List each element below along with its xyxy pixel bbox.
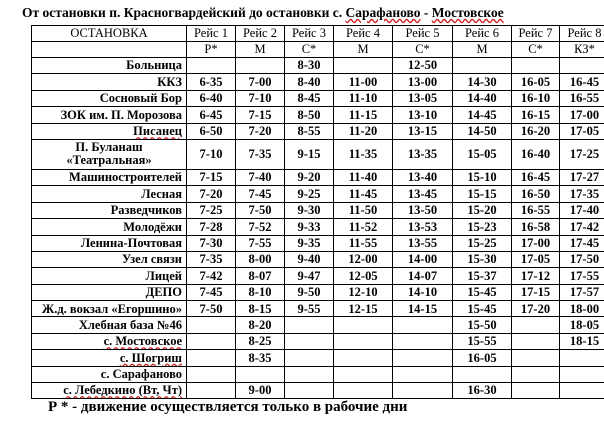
departure-time: 13-50 <box>393 202 453 218</box>
departure-time: 17-35 <box>560 186 604 202</box>
departure-time: 7-20 <box>187 186 236 202</box>
departure-time <box>393 366 453 382</box>
departure-time: 13-45 <box>393 186 453 202</box>
departure-time: 16-50 <box>512 186 560 202</box>
departure-time: 13-40 <box>393 169 453 185</box>
departure-time: 14-10 <box>393 284 453 300</box>
departure-time: 8-00 <box>236 251 285 267</box>
title-destination-1: Сарафаново <box>345 5 421 20</box>
departure-time: 17-40 <box>560 202 604 218</box>
departure-time: 15-05 <box>453 139 512 169</box>
departure-time: 17-45 <box>560 235 604 251</box>
stop-name-text: с. Мостовское <box>103 334 182 349</box>
trip-header-7: Рейс 7 <box>512 26 560 42</box>
departure-time: 13-55 <box>393 235 453 251</box>
departure-time: 17-05 <box>512 251 560 267</box>
departure-time: 8-25 <box>236 333 285 349</box>
stop-name <box>32 268 187 284</box>
stop-name-text: Писанец <box>133 124 182 138</box>
departure-time: 14-15 <box>393 301 453 317</box>
table-row <box>32 107 604 123</box>
departure-time <box>560 383 604 399</box>
stop-name-text: ДЕПО <box>145 285 182 300</box>
departure-time: 7-55 <box>236 235 285 251</box>
departure-time <box>512 366 560 382</box>
trip-type-6: М <box>453 42 512 58</box>
table-row <box>32 139 604 169</box>
stop-name <box>32 169 187 185</box>
departure-time: 11-45 <box>334 186 393 202</box>
departure-time: 16-40 <box>512 139 560 169</box>
departure-time: 11-35 <box>334 139 393 169</box>
departure-time: 15-30 <box>453 251 512 267</box>
departure-time: 11-15 <box>334 107 393 123</box>
stop-name-text: ККЗ <box>157 74 182 89</box>
stop-name <box>32 366 187 382</box>
departure-time: 12-15 <box>334 301 393 317</box>
stop-name-text: Сосновый Бор <box>99 91 182 106</box>
departure-time <box>393 350 453 366</box>
departure-time: 18-05 <box>560 317 604 333</box>
departure-time: 16-55 <box>512 202 560 218</box>
stop-name <box>32 219 187 235</box>
departure-time <box>187 58 236 74</box>
table-row <box>32 169 604 185</box>
departure-time: 16-58 <box>512 219 560 235</box>
trip-type-3: С* <box>285 42 334 58</box>
table-row <box>32 333 604 349</box>
stop-name <box>32 186 187 202</box>
departure-time: 17-42 <box>560 219 604 235</box>
departure-time: 13-15 <box>393 123 453 139</box>
type-row <box>32 42 604 58</box>
departure-time: 8-30 <box>285 58 334 74</box>
departure-time: 15-10 <box>453 169 512 185</box>
departure-time <box>236 366 285 382</box>
stop-name <box>32 58 187 74</box>
stop-name-text: Молодёжи <box>123 219 182 234</box>
departure-time: 15-20 <box>453 202 512 218</box>
departure-time: 9-35 <box>285 235 334 251</box>
departure-time: 16-55 <box>560 90 604 106</box>
departure-time <box>187 317 236 333</box>
table-row <box>32 219 604 235</box>
departure-time <box>285 350 334 366</box>
departure-time: 7-25 <box>187 202 236 218</box>
departure-time: 13-05 <box>393 90 453 106</box>
stop-name <box>32 301 187 317</box>
departure-time <box>334 383 393 399</box>
trip-type-5: С* <box>393 42 453 58</box>
departure-time: 7-10 <box>187 139 236 169</box>
departure-time: 9-20 <box>285 169 334 185</box>
departure-time: 13-10 <box>393 107 453 123</box>
departure-time: 15-50 <box>453 317 512 333</box>
departure-time: 7-35 <box>236 139 285 169</box>
departure-time: 7-45 <box>236 186 285 202</box>
stop-name-text: Лесная <box>141 186 182 201</box>
table-row <box>32 268 604 284</box>
departure-time: 14-00 <box>393 251 453 267</box>
departure-time <box>393 383 453 399</box>
stop-name <box>32 90 187 106</box>
departure-time: 17-20 <box>512 301 560 317</box>
stop-name <box>32 123 187 139</box>
departure-time <box>285 383 334 399</box>
departure-time <box>334 333 393 349</box>
departure-time: 7-50 <box>236 202 285 218</box>
table-row <box>32 301 604 317</box>
departure-time <box>334 366 393 382</box>
departure-time: 9-15 <box>285 139 334 169</box>
departure-time <box>393 317 453 333</box>
departure-time: 9-40 <box>285 251 334 267</box>
departure-time: 7-15 <box>187 169 236 185</box>
departure-time <box>512 333 560 349</box>
stop-name-text: Узел связи <box>122 252 182 267</box>
departure-time: 16-15 <box>512 107 560 123</box>
departure-time: 8-07 <box>236 268 285 284</box>
departure-time: 12-10 <box>334 284 393 300</box>
departure-time: 11-52 <box>334 219 393 235</box>
departure-time: 17-00 <box>560 107 604 123</box>
departure-time: 12-50 <box>393 58 453 74</box>
table-row <box>32 235 604 251</box>
departure-time: 14-30 <box>453 74 512 90</box>
departure-time <box>187 366 236 382</box>
departure-time: 7-40 <box>236 169 285 185</box>
stop-name-text: Больница <box>126 58 182 73</box>
trip-header-4: Рейс 4 <box>334 26 393 42</box>
departure-time: 8-10 <box>236 284 285 300</box>
departure-time: 17-27 <box>560 169 604 185</box>
departure-time: 6-40 <box>187 90 236 106</box>
departure-time: 15-25 <box>453 235 512 251</box>
departure-time: 17-05 <box>560 123 604 139</box>
table-row <box>32 74 604 90</box>
table-row <box>32 202 604 218</box>
stop-name-text: Машиностроителей <box>69 170 182 185</box>
departure-time: 9-25 <box>285 186 334 202</box>
schedule-table <box>31 25 604 399</box>
stop-name <box>32 350 187 366</box>
stop-name <box>32 317 187 333</box>
departure-time: 11-10 <box>334 90 393 106</box>
departure-time: 17-55 <box>560 268 604 284</box>
departure-time <box>453 366 512 382</box>
stop-name-text: ЗОК им. П. Морозова <box>60 107 182 122</box>
departure-time <box>334 58 393 74</box>
departure-time: 6-35 <box>187 74 236 90</box>
title-prefix: От остановки п. Красногвардейский до остановки с. <box>22 5 346 20</box>
schedule-title <box>22 5 504 21</box>
departure-time: 7-52 <box>236 219 285 235</box>
departure-time: 8-50 <box>285 107 334 123</box>
departure-time <box>560 350 604 366</box>
departure-time: 8-35 <box>236 350 285 366</box>
trip-type-7: С* <box>512 42 560 58</box>
departure-time: 7-50 <box>187 301 236 317</box>
departure-time: 17-15 <box>512 284 560 300</box>
trip-header-5: Рейс 5 <box>393 26 453 42</box>
departure-time: 16-30 <box>453 383 512 399</box>
title-separator: - <box>420 5 432 20</box>
departure-time: 18-00 <box>560 301 604 317</box>
departure-time: 16-20 <box>512 123 560 139</box>
departure-time <box>512 350 560 366</box>
departure-time: 14-07 <box>393 268 453 284</box>
table-row <box>32 58 604 74</box>
departure-time: 11-20 <box>334 123 393 139</box>
table-row <box>32 366 604 382</box>
trip-header-2: Рейс 2 <box>236 26 285 42</box>
table-row <box>32 123 604 139</box>
departure-time <box>187 350 236 366</box>
stop-name-text: с. Сарафаново <box>100 367 182 382</box>
departure-time: 7-00 <box>236 74 285 90</box>
trip-header-8: Рейс 8 <box>560 26 604 42</box>
stop-name <box>32 333 187 349</box>
departure-time: 7-20 <box>236 123 285 139</box>
trip-header-1: Рейс 1 <box>187 26 236 42</box>
departure-time: 8-20 <box>236 317 285 333</box>
stop-name-text: Хлебная база №46 <box>78 317 182 332</box>
stop-name-text: с. Шогриш <box>119 350 182 365</box>
footnote: Р * - движение осуществляется только в рабочие дни <box>48 399 408 415</box>
stop-name-text-2: «Театральная» <box>66 153 152 168</box>
departure-time: 7-45 <box>187 284 236 300</box>
table-row <box>32 251 604 267</box>
departure-time <box>285 333 334 349</box>
departure-time <box>334 317 393 333</box>
table-row <box>32 317 604 333</box>
stop-name-text: Разведчиков <box>110 203 182 218</box>
type-row-blank <box>32 42 187 58</box>
departure-time: 16-05 <box>453 350 512 366</box>
stop-name <box>32 107 187 123</box>
departure-time <box>512 383 560 399</box>
trip-type-2: М <box>236 42 285 58</box>
departure-time: 17-00 <box>512 235 560 251</box>
departure-time: 8-15 <box>236 301 285 317</box>
departure-time: 16-45 <box>560 74 604 90</box>
departure-time: 15-15 <box>453 186 512 202</box>
departure-time: 7-42 <box>187 268 236 284</box>
departure-time: 15-37 <box>453 268 512 284</box>
departure-time: 9-55 <box>285 301 334 317</box>
departure-time: 9-30 <box>285 202 334 218</box>
departure-time: 8-45 <box>285 90 334 106</box>
departure-time: 8-55 <box>285 123 334 139</box>
trip-type-1: Р* <box>187 42 236 58</box>
table-row <box>32 90 604 106</box>
departure-time: 6-50 <box>187 123 236 139</box>
departure-time: 7-10 <box>236 90 285 106</box>
departure-time <box>512 58 560 74</box>
trip-type-4: М <box>334 42 393 58</box>
departure-time <box>187 333 236 349</box>
departure-time <box>334 350 393 366</box>
stop-name <box>32 139 187 169</box>
departure-time: 13-53 <box>393 219 453 235</box>
trip-type-8: КЗ* <box>560 42 604 58</box>
departure-time: 9-50 <box>285 284 334 300</box>
stop-name-text: П. Буланаш <box>75 140 143 155</box>
table-row <box>32 350 604 366</box>
departure-time: 12-00 <box>334 251 393 267</box>
departure-time: 11-50 <box>334 202 393 218</box>
departure-time: 9-00 <box>236 383 285 399</box>
stop-name <box>32 251 187 267</box>
stop-name <box>32 383 187 399</box>
departure-time: 17-12 <box>512 268 560 284</box>
departure-time: 16-45 <box>512 169 560 185</box>
stop-name-text: с. Лебедкино (Вт, Чт) <box>63 383 182 398</box>
departure-time: 8-40 <box>285 74 334 90</box>
departure-time: 7-35 <box>187 251 236 267</box>
departure-time: 16-05 <box>512 74 560 90</box>
departure-time: 17-25 <box>560 139 604 169</box>
departure-time: 14-45 <box>453 107 512 123</box>
departure-time: 7-30 <box>187 235 236 251</box>
departure-time: 12-05 <box>334 268 393 284</box>
trip-header-3: Рейс 3 <box>285 26 334 42</box>
stop-name-text: Ж.д. вокзал «Егоршино» <box>41 301 182 316</box>
departure-time <box>187 383 236 399</box>
departure-time <box>560 58 604 74</box>
title-destination-2: Мостовское <box>431 5 504 20</box>
departure-time <box>453 58 512 74</box>
stop-name <box>32 74 187 90</box>
departure-time: 15-45 <box>453 284 512 300</box>
departure-time: 11-40 <box>334 169 393 185</box>
departure-time <box>236 58 285 74</box>
departure-time <box>285 317 334 333</box>
departure-time: 16-10 <box>512 90 560 106</box>
departure-time: 6-45 <box>187 107 236 123</box>
departure-time: 11-00 <box>334 74 393 90</box>
stop-name <box>32 284 187 300</box>
table-row <box>32 186 604 202</box>
departure-time: 13-35 <box>393 139 453 169</box>
departure-time: 7-15 <box>236 107 285 123</box>
departure-time: 11-55 <box>334 235 393 251</box>
table-row <box>32 284 604 300</box>
departure-time: 14-40 <box>453 90 512 106</box>
departure-time: 13-00 <box>393 74 453 90</box>
departure-time: 9-33 <box>285 219 334 235</box>
departure-time: 15-45 <box>453 301 512 317</box>
departure-time <box>512 317 560 333</box>
departure-time <box>285 366 334 382</box>
stop-name <box>32 202 187 218</box>
departure-time: 17-57 <box>560 284 604 300</box>
header-row <box>32 26 604 42</box>
stop-name-text: Ленина-Почтовая <box>80 235 182 250</box>
table-row <box>32 383 604 399</box>
departure-time: 17-50 <box>560 251 604 267</box>
departure-time: 15-55 <box>453 333 512 349</box>
stop-name-text: Лицей <box>145 268 182 283</box>
departure-time: 7-28 <box>187 219 236 235</box>
departure-time: 15-23 <box>453 219 512 235</box>
departure-time: 9-47 <box>285 268 334 284</box>
stop-column-header: ОСТАНОВКА <box>32 26 187 42</box>
departure-time: 14-50 <box>453 123 512 139</box>
departure-time <box>393 333 453 349</box>
stop-name <box>32 235 187 251</box>
departure-time: 18-15 <box>560 333 604 349</box>
trip-header-6: Рейс 6 <box>453 26 512 42</box>
departure-time <box>560 366 604 382</box>
